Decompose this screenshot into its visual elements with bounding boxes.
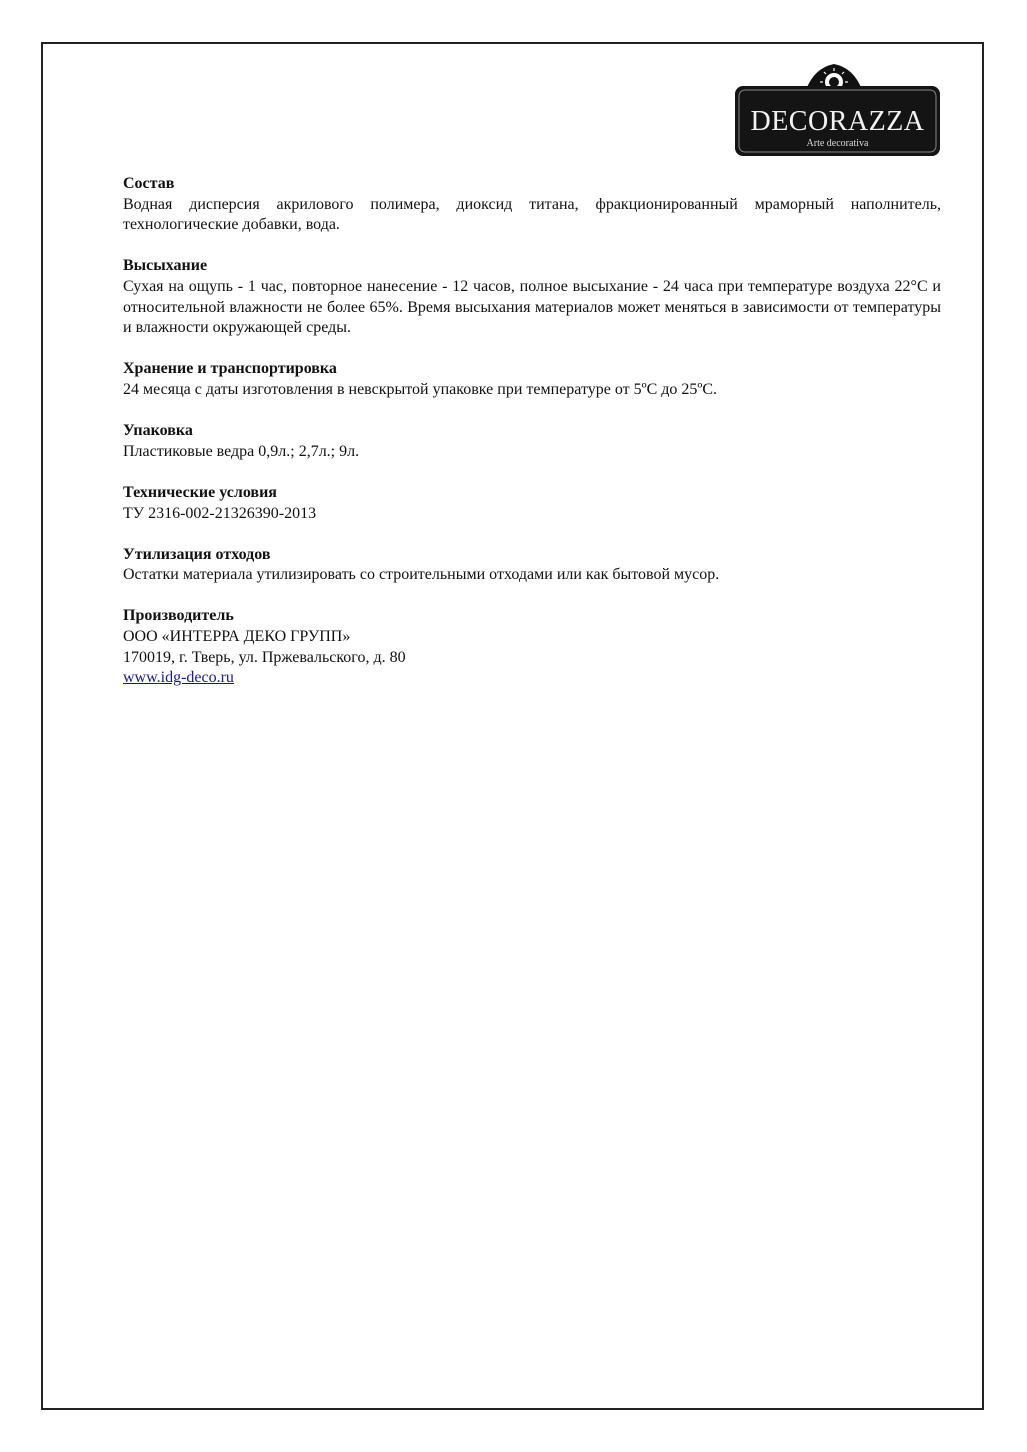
section-text: ТУ 2316-002-21326390-2013 [123, 504, 317, 522]
section-drying [123, 256, 941, 338]
logo-tagline: Arte decorativa [806, 138, 869, 149]
section-text: Пластиковые ведра 0,9л.; 2,7л.; 9л. [123, 442, 360, 460]
section-specs [123, 483, 941, 524]
section-heading: Упаковка [123, 422, 193, 440]
section-text: Сухая на ощупь - 1 час, повторное нанесение - 12 часов, полное высыхание - 24 часа при температуре воздуха 22°С и относительной влажности не более 65%. Время высыхания материалов может меняться в зависимости от температуры и влажности окружающей среды. [123, 277, 941, 337]
section-disposal [123, 545, 941, 586]
section-text: Остатки материала утилизировать со строительными отходами или как бытовой мусор. [123, 566, 720, 584]
section-heading: Утилизация отходов [123, 545, 271, 563]
manufacturer-website-link[interactable]: www.idg-deco.ru [123, 669, 234, 687]
document-body [123, 174, 941, 709]
section-heading: Высыхание [123, 257, 208, 275]
decorazza-logo [734, 60, 941, 158]
section-manufacturer [123, 606, 941, 688]
manufacturer-company: ООО «ИНТЕРРА ДЕКО ГРУПП» [123, 628, 351, 646]
manufacturer-address: 170019, г. Тверь, ул. Пржевальского, д. 80 [123, 648, 406, 666]
section-packaging [123, 421, 941, 462]
section-storage [123, 359, 941, 400]
section-heading: Состав [123, 175, 175, 192]
section-composition [123, 174, 941, 236]
logo-brand: DECORAZZA [750, 106, 925, 137]
section-heading: Хранение и транспортировка [123, 360, 337, 378]
section-heading: Производитель [123, 607, 234, 625]
section-text: 24 месяца с даты изготовления в невскрытой упаковке при температуре от 5ºС до 25ºС. [123, 380, 718, 398]
section-text: Водная дисперсия акрилового полимера, диоксид титана, фракционированный мраморный наполнитель, технологические добавки, вода. [123, 195, 941, 234]
section-heading: Технические условия [123, 483, 277, 501]
